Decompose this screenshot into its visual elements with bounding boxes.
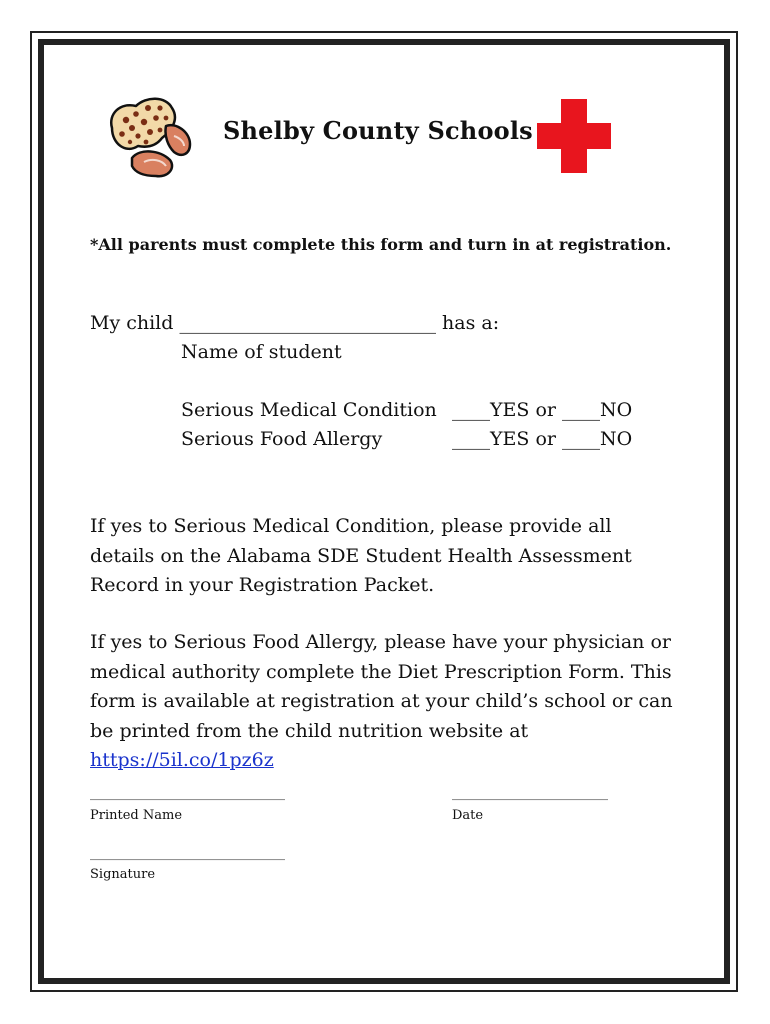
printed-name-label: Printed Name <box>90 808 183 823</box>
food-allergy-text: If yes to Serious Food Allergy, please have your physician or medical authority complete the Diet Prescription Form. This form is available at registration at your child’s school or can be printed from the child nutrition website at <box>90 631 673 742</box>
red-cross-icon <box>537 99 611 173</box>
date-label: Date <box>452 808 484 823</box>
signature-line[interactable]: ______________________________ <box>90 846 285 861</box>
child-prefix: My child <box>90 312 174 334</box>
food-allergy-paragraph <box>90 628 680 776</box>
child-line <box>90 312 499 334</box>
condition-label-allergy: Serious Food Allergy <box>181 428 383 450</box>
peanut-icon <box>104 94 196 184</box>
date-line[interactable]: ________________________ <box>452 786 608 801</box>
student-name-caption: Name of student <box>181 341 342 363</box>
condition-answer-allergy[interactable]: ____YES or ____NO <box>452 428 633 450</box>
medical-condition-paragraph: If yes to Serious Medical Condition, please provide all details on the Alabama SDE Student Health Assessment Record in your Registration Packet. <box>90 515 632 596</box>
condition-label-medical: Serious Medical Condition <box>181 399 437 421</box>
printed-name-line[interactable]: ______________________________ <box>90 786 285 801</box>
student-name-blank[interactable]: ___________________________ <box>179 312 436 334</box>
nutrition-website-link[interactable]: https://5il.co/1pz6z <box>90 749 274 771</box>
condition-answer-medical[interactable]: ____YES or ____NO <box>452 399 633 421</box>
instruction-notice: *All parents must complete this form and turn in at registration. <box>90 235 672 254</box>
child-suffix: has a: <box>442 312 500 334</box>
signature-label: Signature <box>90 867 156 882</box>
school-title: Shelby County Schools <box>223 116 533 145</box>
